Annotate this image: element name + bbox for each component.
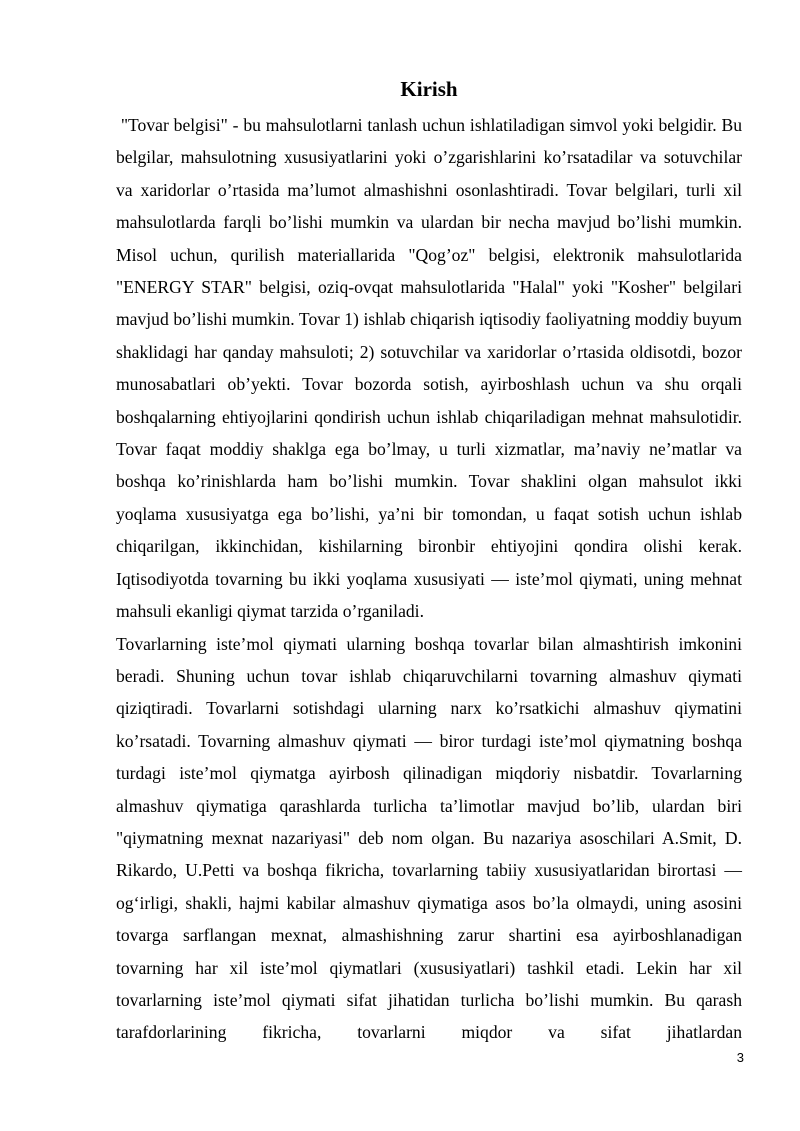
page-number: 3 bbox=[736, 1050, 744, 1065]
page-title: Kirish bbox=[400, 77, 458, 101]
paragraph-1: "Tovar belgisi" - bu mahsulotlarni tanlash uchun ishlatiladigan simvol yoki belgidir. Bu belgilar, mahsulotning xususiyatlarini yoki o’zgarishlarini ko’rsatadilar va sotuvchilar va xaridorlar o’rtasida ma’lumot almashishni osonlashtiradi. Tovar belgilari, turli xil mahsulotlarda farqli bo’lishi mumkin va ulardan bir necha mavjud bo’lishi mumkin. Misol uchun, qurilish materiallarida "Qog’oz" belgisi, elektronik mahsulotlarida "ENERGY STAR" belgisi, oziq-ovqat mahsulotlarida "Halal" yoki "Kosher" belgilari mavjud bo’lishi mumkin. Tovar 1) ishlab chiqarish iqtisodiy faoliyatning moddiy buyum shaklidagi har qanday mahsuloti; 2) sotuvchilar va xaridorlar o’rtasida oldisotdi, bozor munosabatlari ob’yekti. Tovar bozorda sotish, ayirboshlash uchun va shu orqali boshqalarning ehtiyojlarini qondirish uchun ishlab chiqariladigan mehnat mahsulotidir. Tovar faqat moddiy shaklga ega bo’lmay, u turli xizmatlar, ma’naviy ne’matlar va boshqa ko’rinishlarda ham bo’lishi mumkin. Tovar shaklini olgan mahsulot ikki yoqlama xususiyatga ega bo’lishi, ya’ni bir tomondan, u faqat sotish uchun ishlab chiqarilgan, ikkinchidan, kishilarning bironbir ehtiyojini qondira olishi kerak. Iqtisodiyotda tovarning bu ikki yoqlama xususiyati — iste’mol qiymati, uning mehnat mahsuli ekanligi qiymat tarzida o’rganiladi. bbox=[116, 115, 747, 622]
document-body bbox=[116, 109, 747, 1049]
paragraph-2: Tovarlarning iste’mol qiymati ularning boshqa tovarlar bilan almashtirish imkonini beradi. Shuning uchun tovar ishlab chiqaruvchilarni tovarning almashuv qiymati qiziqtiradi. Tovarlarni sotishdagi ularning narx ko’rsatkichi almashuv qiymatini ko’rsatadi. Tovarning almashuv qiymati — biror turdagi iste’mol qiymatning boshqa turdagi iste’mol qiymatga ayirbosh qilinadigan miqdoriy nisbatdir. Tovarlarning almashuv qiymatiga qarashlarda turlicha ta’limotlar mavjud bo’lib, ulardan biri "qiymatning mexnat nazariyasi" deb nom olgan. Bu nazariya asoschilari A.Smit, D. Rikardo, U.Petti va boshqa fikricha, tovarlarning tabiiy xususiyatlaridan birortasi — og‘irligi, shakli, hajmi kabilar almashuv qiymatiga asos bo’la olmaydi, uning asosini tovarga sarflangan mexnat, almashishning zarur shartini esa ayirboshlanadigan tovarning har xil iste’mol qiymatlari (xususiyatlari) tashkil etadi. Lekin har xil tovarlarning iste’mol qiymati sifat jihatidan turlicha bo’lishi mumkin. Bu qarash tarafdorlarining fikricha, tovarlarni miqdor va sifat jihatlardan bbox=[116, 633, 742, 1043]
